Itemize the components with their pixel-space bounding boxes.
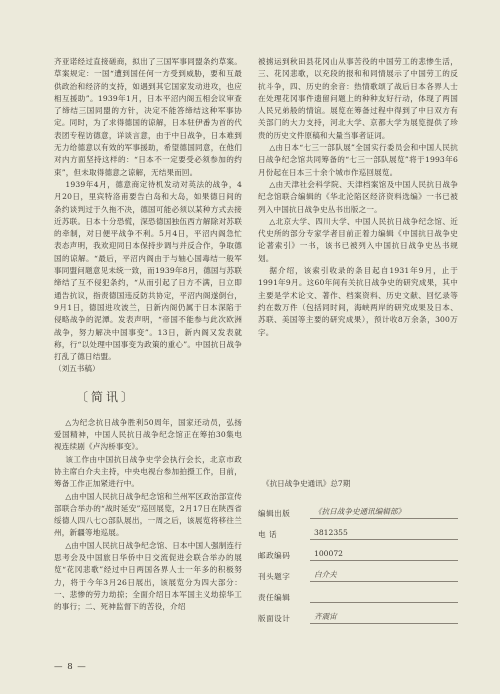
right-column — [258, 56, 458, 339]
info-value: 齐震宙 — [310, 612, 458, 624]
info-row-responsible-editor — [258, 582, 458, 603]
info-label: 电 话 — [258, 530, 278, 539]
issue-title: 《抗日战争史通讯》总7期 — [262, 479, 351, 488]
info-label: 版面设计 — [258, 614, 291, 623]
article-paragraph: 据介绍，该索引收录的条目起自1931年9月，止于1991年9月。这60年间有关抗日战争史的研究成果，其中主要是学术论文、著作、档案资料、历史文献、回忆录等约在数万件（包括同时间，海峡两岸的研究成果及日本、苏联、美国等主要的研究成果），预计收8万余条，300万字。 — [258, 266, 458, 337]
info-row-masthead-calligraphy — [258, 561, 458, 582]
news-item: △由中国人民抗日战争纪念馆、日本中国人强制连行思考会及中国旅日华侨中日交流促进会联合举办的展览“花冈悲歌”经过中日两国各界人士一年多的积极努力，将于今年3月26日展出，该展览分为四大部分：一、悲惨的劳力劫掠；全面介绍日本军国主义劫掠华工的事行；二、死神监督下的苦役，介绍 — [54, 540, 242, 612]
article-paragraph: 齐亚诺经过直接磋商，拟出了三国军事同盟条约草案。草案规定：一国“遭到国任何一方受到威胁，要和互最供政治和经济的支持，如遇到其它国家发动进攻，也应相互援助”。1939年1月，日本平沼内阁五相会议审查了缔结三国同盟的方针，决定不能答缔结这种军事协定。同时，为了求得德国的谅解，日本驻伊番为首的代表团专程访德意，详谈言意，由于中日战争，日本难到无力给德意以有效的军事援助，希望德国同意，在他们对内方面坚持这样的：“日本不一定要受必须参加的约束”，但未取得德意之谅解，无结果而回。 — [54, 57, 242, 177]
left-column — [54, 56, 242, 613]
info-label: 刊头题字 — [258, 572, 291, 581]
info-row-phone — [258, 519, 458, 540]
info-value: 100072 — [310, 549, 458, 561]
publication-info-block — [258, 478, 458, 624]
news-item: △由中国人民抗日战争纪念馆和兰州军区政治部宣传部联合举办的“战时延安”巡回展览，2月17日在陕西省绥德人四八七○部队展出，一周之后，该展览将移往兰州，新疆等地巡展。 — [54, 491, 242, 538]
news-item: △北京大学、四川大学、中国人民抗日战争纪念馆、近代史所的部分专家学者目前正着力编辑《中国抗日战争史论著索引》一书，该书已被列入中国抗日战争史丛书规划。 — [258, 216, 458, 263]
news-item: 该工作由中国抗日战争史学会执行会长，北京市政协主席白介夫主持，中央电视台参加拍摄工作，目前，筹备工作正加紧进行中。 — [54, 454, 242, 489]
news-item: △由日本“七三一部队展”全国实行委员会和中国人民抗日战争纪念馆共同筹备的“七三一部队展览”将于1993年6月份起在日本三十余个城市作巡回展览。 — [258, 143, 458, 177]
info-value: 3812355 — [310, 528, 458, 540]
info-label: 邮政编码 — [258, 551, 291, 560]
article-paragraph: 1939年4月，德意商定待机发动对英法的战争，4月20日，里宾特洛甫要告白岛和大岛，如果德日间的条约谈判过于久拖不决，德国可能必须以某种方式去接近苏联。日本十分恐慌，深恐德国独伍西方解除对苏联的牵制，对日便平战争不利。5月4日，平沼内阁急忙表态声明，我欢迎同日本保持步调与并反合作，争取德国的谅解。“最后，平沼内阁由于与轴心国毒结一般军事同盟问题意见未统一致，而1939年8月，德国与苏联缔结了互不侵犯条约，“从而引起了日方不满，日立即通告抗议，指责德国违反防共协定，平沼内阁遂倒台，9月1日，德国进攻波兰，日新内阁仍属于日本深陷于侵略战争的泥潭。发表声明，“帝国不能参与此次欧洲战争，努力解决中国事变”。13日，新内阁又发表就称，行“以处理中国事变为政策的重心”。中国抗日战争打乱了德日结盟。 — [54, 179, 242, 362]
info-row-postcode — [258, 540, 458, 561]
news-item: △由天津社会科学院、天津档案馆及中国人民抗日战争纪念馆联合编辑的《华北沦陷区经济资料选编》一书已被列入中国抗日战争史丛书出版之一。 — [258, 179, 458, 214]
info-row-editor-publisher — [258, 498, 458, 519]
section-title-news-briefs: 〔简讯〕 — [76, 389, 137, 404]
info-row-layout-design — [258, 603, 458, 624]
article-signature: （刘五书稿） — [54, 364, 100, 374]
info-value: 白介夫 — [310, 570, 458, 582]
info-label: 责任编辑 — [258, 593, 291, 602]
news-item: △为纪念抗日战争胜利50周年，国家还动员，弘扬爱国精神，中国人民抗日战争纪念馆正在筹拍30集电视连续剧《卢沟桥事变》。 — [54, 417, 242, 452]
article-paragraph: 被掳运到秋田县花冈山从事苦役的中国劳工的悲惨生活，三、花冈悲歌，以充段的报和和同情展示了中国劳工的反抗斗争，四、历史的余音：热情歌颂了战后日本各界人士在处理花冈事件遗留问题上的种种友好行动，体现了两国人民兄弟般的情谊。展览在筹备过程中得到了中日双方有关部门的大力支持，河北大学、京都大学为展览提供了珍贵的历史文件原稿和大量当事者证词。 — [258, 57, 458, 140]
info-value: 《抗日战争史通讯编辑部》 — [310, 507, 458, 519]
info-label: 编辑出版 — [258, 509, 291, 518]
page-number: — 8 — — [54, 662, 87, 672]
info-value — [310, 591, 458, 603]
